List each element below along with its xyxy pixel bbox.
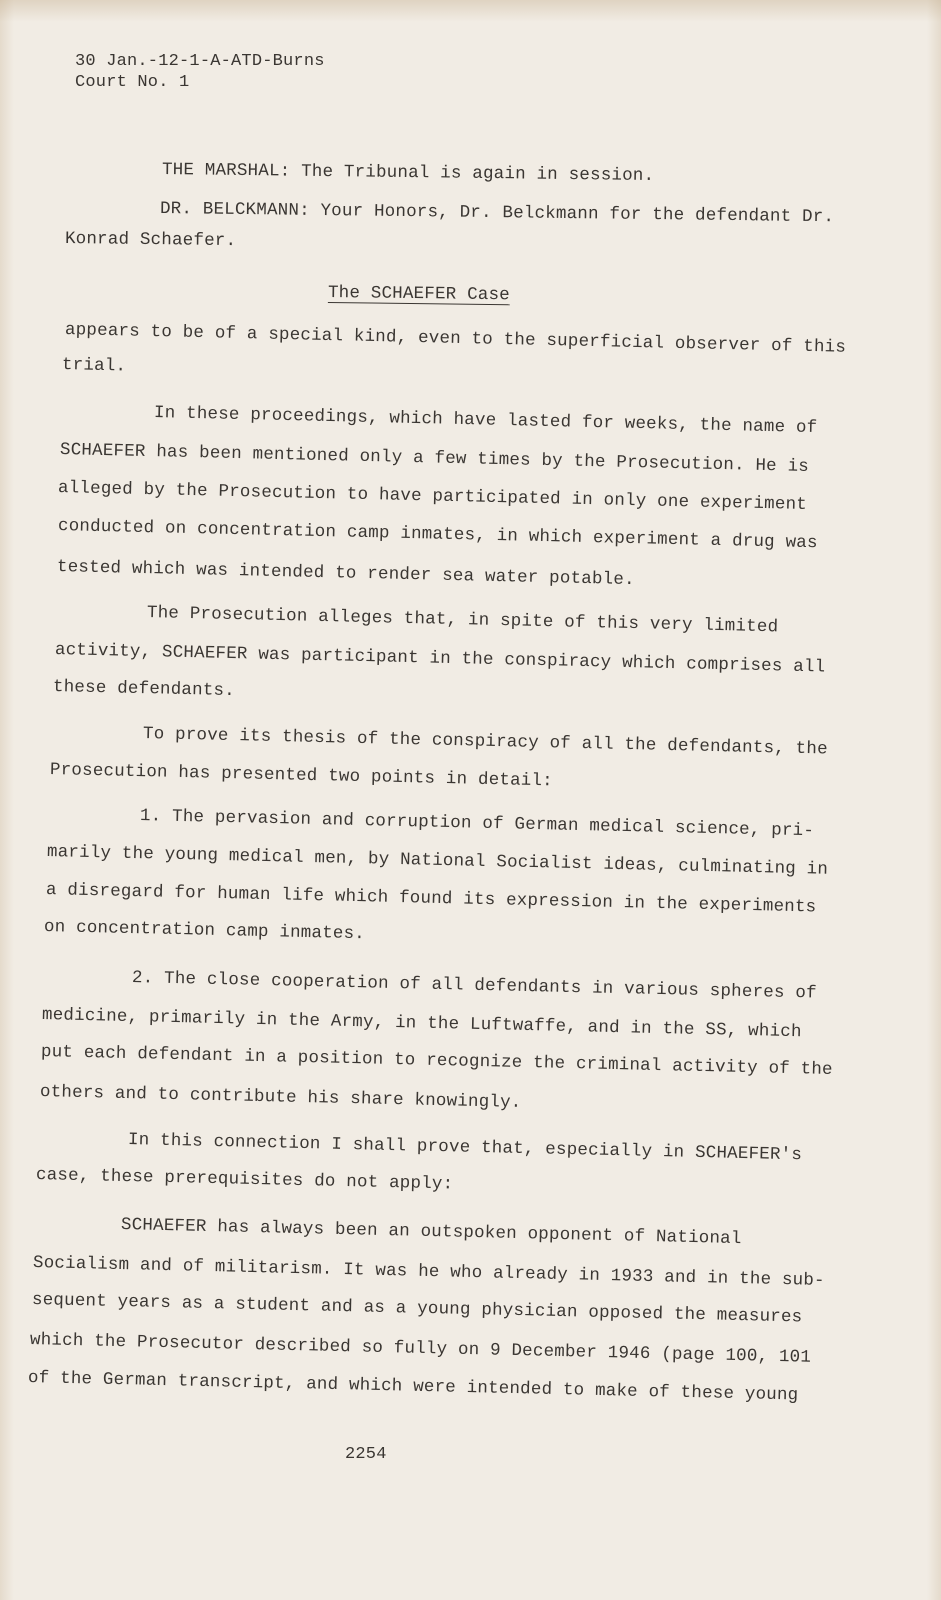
text-line: medicine, primarily in the Army, in the Luftwaffe, and in the SS, which — [41, 1005, 802, 1043]
text-line: alleged by the Prosecution to have participated in only one experiment — [57, 478, 808, 515]
text-line: DR. BELCKMANN: Your Honors, Dr. Belckmann for the defendant Dr. — [159, 199, 835, 228]
text-line: SCHAEFER has been mentioned only a few times by the Prosecution. He is — [59, 440, 810, 477]
text-line: put each defendant in a position to recognize the criminal activity of the — [40, 1042, 833, 1080]
text-line: these defendants. — [52, 677, 236, 702]
text-line: which the Prosecutor described so fully on 9 December 1946 (page 100, 101 — [29, 1330, 812, 1368]
text-line: of the German transcript, and which were intended to make of these young — [27, 1368, 799, 1406]
text-line: 2. The close cooperation of all defendants in various spheres of — [131, 968, 817, 1004]
text-line: a disregard for human life which found its expression in the experiments — [45, 880, 817, 918]
section-title: The SCHAEFER Case — [327, 283, 511, 306]
text-line: marily the young medical men, by National Socialist ideas, culminating in — [46, 842, 829, 880]
text-line: Konrad Schaefer. — [64, 229, 237, 252]
text-line: trial. — [61, 355, 127, 377]
page-number: 2254 — [345, 1445, 387, 1464]
text-line: THE MARSHAL: The Tribunal is again in session. — [161, 160, 655, 187]
text-line: appears to be of a special kind, even to the superficial observer of this — [64, 320, 847, 358]
text-line: case, these prerequisites do not apply: — [35, 1165, 454, 1195]
text-line: activity, SCHAEFER was participant in the conspiracy which comprises all — [54, 640, 826, 678]
text-line: Socialism and of militarism. It was he who already in 1933 and in the sub- — [32, 1253, 825, 1291]
text-line: In these proceedings, which have lasted for weeks, the name of — [153, 403, 818, 439]
text-line: In this connection I shall prove that, especially in SCHAEFER's — [127, 1130, 803, 1166]
document-reference: 30 Jan.-12-1-A-ATD-Burns — [75, 52, 325, 71]
text-line: sequent years as a student and as a young physician opposed the measures — [31, 1290, 803, 1328]
text-line: The Prosecution alleges that, in spite of this very limited — [146, 603, 779, 638]
text-line: on concentration camp inmates. — [43, 917, 366, 945]
text-line: conducted on concentration camp inmates, in which experiment a drug was — [57, 516, 818, 554]
text-line: Prosecution has presented two points in detail: — [49, 760, 554, 792]
text-line: To prove its thesis of the conspiracy of all the defendants, the — [142, 724, 828, 760]
text-line: 1. The pervasion and corruption of German medical science, pri- — [139, 806, 815, 842]
text-line: others and to contribute his share knowingly. — [39, 1082, 522, 1113]
text-line: tested which was intended to render sea water potable. — [56, 557, 635, 591]
text-line: SCHAEFER has always been an outspoken opponent of National — [120, 1215, 742, 1250]
court-number: Court No. 1 — [75, 73, 190, 92]
